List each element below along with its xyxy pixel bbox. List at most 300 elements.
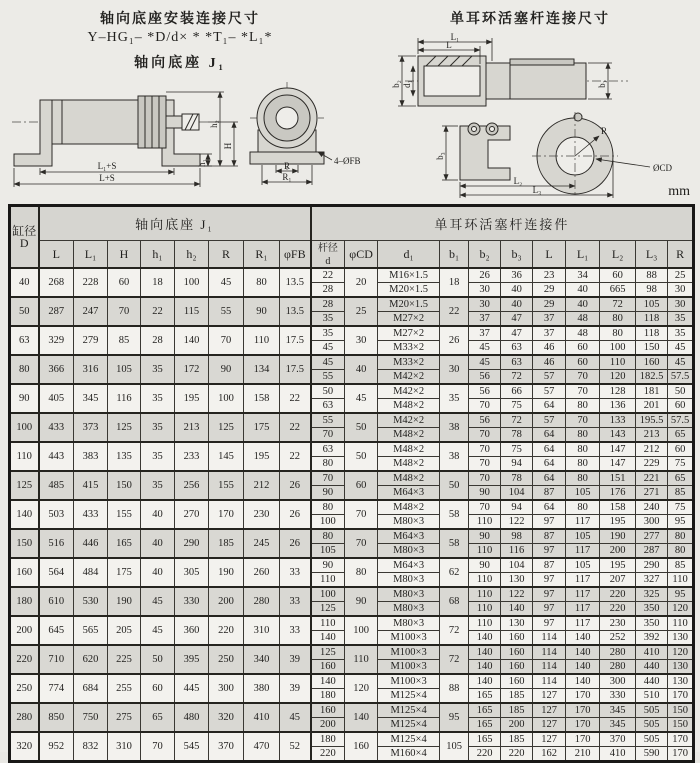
cell-base-R₁: 260	[244, 558, 280, 587]
dim-H: H	[223, 142, 233, 150]
cell-base-R: 70	[209, 326, 244, 355]
cell-eye-L: 64	[533, 500, 566, 515]
cell-bore-D: 250	[10, 674, 39, 703]
cell-base-H: 135	[108, 442, 141, 471]
cell-base-H: 205	[108, 616, 141, 645]
cell-eye-L₃: 440	[636, 660, 668, 675]
bore-row-250	[10, 674, 694, 689]
cell-base-H: 175	[108, 558, 141, 587]
cell-base-H: 255	[108, 674, 141, 703]
cell-rod-d: 70	[311, 428, 345, 443]
cell-eye-b₂: 70	[469, 471, 501, 486]
cell-d1: M125×4	[378, 718, 440, 733]
cell-eye-L: 46	[533, 355, 566, 370]
cell-d1: M64×3	[378, 486, 440, 501]
cell-base-L: 287	[39, 297, 74, 326]
cell-base-L₁: 684	[74, 674, 108, 703]
cell-base-L: 645	[39, 616, 74, 645]
cell-base-φFB: 22	[280, 384, 311, 413]
cell-cd: 160	[345, 732, 378, 762]
cell-eye-R: 95	[668, 587, 694, 602]
cell-eye-L₁: 80	[566, 399, 600, 414]
cell-b1: 26	[440, 326, 469, 355]
header-bore-cn: 缸径	[12, 224, 37, 238]
cell-base-L₁: 373	[74, 413, 108, 442]
cell-base-h₁: 28	[141, 326, 175, 355]
cell-base-h₁: 35	[141, 442, 175, 471]
cell-d1: M33×2	[378, 341, 440, 356]
cell-eye-b₂: 26	[469, 268, 501, 283]
cell-eye-L₃: 98	[636, 283, 668, 298]
cell-eye-b₂: 165	[469, 732, 501, 747]
cell-eye-L₂: 220	[600, 587, 636, 602]
cell-eye-b₃: 104	[501, 558, 533, 573]
cell-d1: M20×1.5	[378, 297, 440, 312]
cell-eye-L₃: 290	[636, 558, 668, 573]
cell-eye-b₃: 40	[501, 283, 533, 298]
cell-eye-L₃: 271	[636, 486, 668, 501]
cell-bore-D: 200	[10, 616, 39, 645]
cell-d1: M16×1.5	[378, 268, 440, 283]
header-L2-eye: L₂	[600, 241, 636, 269]
cell-base-h₂: 445	[175, 674, 209, 703]
cell-eye-b₃: 36	[501, 268, 533, 283]
cell-eye-R: 45	[668, 355, 694, 370]
cell-base-R₁: 134	[244, 355, 280, 384]
cell-cd: 40	[345, 355, 378, 384]
header-FB: φFB	[280, 241, 311, 269]
cell-rod-d: 50	[311, 384, 345, 399]
cell-base-R: 155	[209, 471, 244, 500]
cell-rod-d: 180	[311, 689, 345, 704]
cell-eye-L₃: 590	[636, 747, 668, 762]
cell-base-R₁: 340	[244, 645, 280, 674]
cell-base-R: 90	[209, 355, 244, 384]
cell-base-φFB: 33	[280, 616, 311, 645]
bore-row-90	[10, 384, 694, 399]
cell-eye-L: 114	[533, 674, 566, 689]
cell-base-h₁: 22	[141, 297, 175, 326]
dim-R1: R₁	[282, 172, 292, 182]
cell-eye-L₂: 665	[600, 283, 636, 298]
cell-eye-L: 97	[533, 616, 566, 631]
cell-eye-L₂: 280	[600, 660, 636, 675]
cell-eye-L₃: 287	[636, 544, 668, 559]
cell-base-R: 320	[209, 703, 244, 732]
cell-base-h₁: 35	[141, 413, 175, 442]
cell-base-h₁: 45	[141, 616, 175, 645]
cell-base-R: 45	[209, 268, 244, 297]
cell-eye-R: 170	[668, 732, 694, 747]
cell-eye-R: 80	[668, 529, 694, 544]
cell-bore-D: 110	[10, 442, 39, 471]
header-H: H	[108, 241, 141, 269]
cell-b1: 35	[440, 384, 469, 413]
dim-R: R	[283, 161, 291, 171]
cell-eye-R: 45	[668, 341, 694, 356]
cell-base-φFB: 33	[280, 558, 311, 587]
cell-base-R₁: 80	[244, 268, 280, 297]
cell-eye-L: 97	[533, 515, 566, 530]
cell-rod-d: 55	[311, 370, 345, 385]
cell-base-L: 850	[39, 703, 74, 732]
cell-eye-L₁: 140	[566, 645, 600, 660]
cell-eye-b₂: 110	[469, 573, 501, 588]
eye-ring-drawing-icon	[360, 28, 700, 200]
cell-base-h₂: 115	[175, 297, 209, 326]
cell-eye-L: 162	[533, 747, 566, 762]
cell-eye-L₁: 80	[566, 428, 600, 443]
cell-eye-L₃: 240	[636, 500, 668, 515]
cell-eye-L₂: 151	[600, 471, 636, 486]
cell-eye-b₃: 185	[501, 703, 533, 718]
cell-base-L₁: 247	[74, 297, 108, 326]
cell-eye-L: 127	[533, 703, 566, 718]
header-d1: d₁	[378, 241, 440, 269]
cell-eye-b₃: 75	[501, 442, 533, 457]
cell-eye-L₃: 350	[636, 602, 668, 617]
cell-eye-b₂: 37	[469, 312, 501, 327]
cell-eye-R: 65	[668, 471, 694, 486]
cell-base-L: 564	[39, 558, 74, 587]
cell-eye-R: 75	[668, 457, 694, 472]
cell-b1: 58	[440, 529, 469, 558]
cell-base-h₂: 172	[175, 355, 209, 384]
cell-eye-L: 87	[533, 486, 566, 501]
cell-base-H: 60	[108, 268, 141, 297]
cell-base-φFB: 39	[280, 674, 311, 703]
cell-rod-d: 100	[311, 515, 345, 530]
dim-ls: L+S	[99, 173, 115, 183]
cell-base-h₂: 395	[175, 645, 209, 674]
bore-row-200	[10, 616, 694, 631]
bore-row-160	[10, 558, 694, 573]
cell-base-H: 155	[108, 500, 141, 529]
cell-base-L₁: 750	[74, 703, 108, 732]
cell-d1: M100×3	[378, 660, 440, 675]
cell-eye-R: 150	[668, 718, 694, 733]
cell-eye-L₂: 110	[600, 355, 636, 370]
cell-eye-b₂: 110	[469, 587, 501, 602]
cell-eye-L₂: 195	[600, 558, 636, 573]
cell-rod-d: 90	[311, 486, 345, 501]
cell-eye-L: 114	[533, 645, 566, 660]
cell-base-h₁: 40	[141, 500, 175, 529]
cell-eye-L₃: 118	[636, 312, 668, 327]
cell-b1: 50	[440, 471, 469, 500]
cell-base-φFB: 22	[280, 442, 311, 471]
cell-eye-R: 130	[668, 674, 694, 689]
cell-eye-L₂: 143	[600, 428, 636, 443]
cell-rod-d: 22	[311, 268, 345, 283]
cell-eye-b₃: 75	[501, 399, 533, 414]
cell-b1: 22	[440, 297, 469, 326]
header-rod-sym: d	[325, 256, 331, 267]
cell-eye-L: 29	[533, 297, 566, 312]
cell-base-L: 610	[39, 587, 74, 616]
cell-d1: M27×2	[378, 312, 440, 327]
bore-row-40	[10, 268, 694, 283]
cell-eye-R: 57.5	[668, 370, 694, 385]
cell-base-h₁: 35	[141, 384, 175, 413]
dim-b2: b₂	[391, 80, 401, 88]
cell-eye-L₁: 60	[566, 341, 600, 356]
cell-eye-b₃: 122	[501, 515, 533, 530]
header-L3-eye: L₃	[636, 241, 668, 269]
cell-base-h₂: 213	[175, 413, 209, 442]
cell-cd: 30	[345, 326, 378, 355]
cell-eye-L₂: 120	[600, 370, 636, 385]
cell-base-H: 165	[108, 529, 141, 558]
cell-eye-L₁: 48	[566, 312, 600, 327]
cell-d1: M48×2	[378, 442, 440, 457]
cell-eye-L₃: 505	[636, 703, 668, 718]
cell-b1: 58	[440, 500, 469, 529]
cell-base-H: 150	[108, 471, 141, 500]
cell-eye-L₃: 105	[636, 297, 668, 312]
cell-eye-b₃: 104	[501, 486, 533, 501]
cell-base-h₁: 40	[141, 558, 175, 587]
cell-base-φFB: 26	[280, 471, 311, 500]
bore-row-140	[10, 500, 694, 515]
header-bore-sym: D	[19, 236, 29, 250]
cell-eye-b₂: 56	[469, 370, 501, 385]
cell-base-h₁: 70	[141, 732, 175, 762]
cell-eye-L₁: 105	[566, 558, 600, 573]
cell-bore-D: 63	[10, 326, 39, 355]
cell-eye-L: 64	[533, 471, 566, 486]
cell-eye-L₂: 195	[600, 515, 636, 530]
cell-eye-b₃: 47	[501, 326, 533, 341]
cell-eye-R: 30	[668, 283, 694, 298]
axial-base-figure-block	[0, 0, 360, 200]
cell-rod-d: 63	[311, 399, 345, 414]
cell-base-h₂: 305	[175, 558, 209, 587]
cell-base-L: 503	[39, 500, 74, 529]
cell-d1: M48×2	[378, 471, 440, 486]
cell-eye-L₃: 229	[636, 457, 668, 472]
header-b2: b₂	[469, 241, 501, 269]
cell-cd: 100	[345, 616, 378, 645]
cell-eye-R: 35	[668, 312, 694, 327]
cell-eye-b₃: 160	[501, 674, 533, 689]
cell-eye-L₃: 201	[636, 399, 668, 414]
cell-eye-L₂: 230	[600, 616, 636, 631]
cell-eye-L: 97	[533, 544, 566, 559]
cell-rod-d: 200	[311, 718, 345, 733]
cell-eye-R: 170	[668, 747, 694, 762]
cell-eye-b₃: 63	[501, 355, 533, 370]
dim-R-eye: R	[601, 126, 608, 136]
cell-eye-L₂: 252	[600, 631, 636, 646]
cell-base-φFB: 52	[280, 732, 311, 762]
cell-eye-L: 57	[533, 370, 566, 385]
cell-eye-L₃: 160	[636, 355, 668, 370]
cell-base-φFB: 17.5	[280, 355, 311, 384]
cell-cd: 80	[345, 558, 378, 587]
cell-eye-L₁: 105	[566, 529, 600, 544]
cell-eye-b₂: 110	[469, 616, 501, 631]
cell-eye-R: 57.5	[668, 413, 694, 428]
bore-row-150	[10, 529, 694, 544]
bore-row-50	[10, 297, 694, 312]
cell-bore-D: 150	[10, 529, 39, 558]
cell-base-h₁: 40	[141, 529, 175, 558]
cell-base-R: 170	[209, 500, 244, 529]
cell-base-L: 433	[39, 413, 74, 442]
cell-rod-d: 125	[311, 602, 345, 617]
cell-eye-L₃: 440	[636, 674, 668, 689]
cell-cd: 50	[345, 413, 378, 442]
cell-eye-L₂: 158	[600, 500, 636, 515]
cell-eye-b₃: 130	[501, 573, 533, 588]
cell-rod-d: 80	[311, 500, 345, 515]
cell-base-L₁: 433	[74, 500, 108, 529]
header-bore	[10, 206, 39, 269]
cell-eye-L₁: 117	[566, 587, 600, 602]
eye-figure-title: 单耳环活塞杆连接尺寸	[450, 12, 610, 27]
cell-eye-b₃: 160	[501, 660, 533, 675]
cell-rod-d: 160	[311, 660, 345, 675]
cell-base-φFB: 33	[280, 587, 311, 616]
cell-eye-R: 170	[668, 689, 694, 704]
cell-eye-b₂: 70	[469, 500, 501, 515]
cell-eye-R: 60	[668, 399, 694, 414]
cell-base-R₁: 245	[244, 529, 280, 558]
cell-base-L₁: 484	[74, 558, 108, 587]
dim-fb: 4–ØFB	[334, 156, 361, 166]
cell-eye-L₃: 277	[636, 529, 668, 544]
cell-b1: 105	[440, 732, 469, 762]
header-rod-cn: 杆径	[317, 243, 338, 254]
cell-eye-L₂: 136	[600, 399, 636, 414]
cell-eye-L₁: 80	[566, 442, 600, 457]
cell-cd: 90	[345, 587, 378, 616]
cell-eye-L: 127	[533, 718, 566, 733]
cell-base-L: 485	[39, 471, 74, 500]
header-L: L	[39, 241, 74, 269]
cell-base-L: 710	[39, 645, 74, 674]
cell-eye-b₂: 30	[469, 283, 501, 298]
cell-base-h₁: 50	[141, 645, 175, 674]
cell-eye-L₂: 330	[600, 689, 636, 704]
cell-eye-b₂: 70	[469, 399, 501, 414]
cell-bore-D: 50	[10, 297, 39, 326]
cell-eye-L₃: 213	[636, 428, 668, 443]
cell-base-h₁: 35	[141, 471, 175, 500]
cell-d1: M64×3	[378, 529, 440, 544]
cell-eye-b₃: 140	[501, 602, 533, 617]
cell-eye-L₁: 40	[566, 297, 600, 312]
cell-eye-L₃: 182.5	[636, 370, 668, 385]
cell-rod-d: 160	[311, 703, 345, 718]
header-h2: h₂	[175, 241, 209, 269]
cell-eye-L₂: 207	[600, 573, 636, 588]
cell-b1: 72	[440, 645, 469, 674]
cell-bore-D: 180	[10, 587, 39, 616]
cell-eye-b₂: 37	[469, 326, 501, 341]
cell-eye-b₂: 110	[469, 515, 501, 530]
dim-b3: b₃	[435, 152, 445, 160]
cell-d1: M27×2	[378, 326, 440, 341]
cell-d1: M80×3	[378, 616, 440, 631]
cell-base-h₁: 65	[141, 703, 175, 732]
bore-row-280	[10, 703, 694, 718]
cell-eye-L₃: 212	[636, 442, 668, 457]
cell-b1: 88	[440, 674, 469, 703]
cell-base-H: 85	[108, 326, 141, 355]
cell-eye-b₂: 90	[469, 558, 501, 573]
dim-d1: d₁	[402, 80, 412, 88]
cell-eye-L₂: 147	[600, 442, 636, 457]
cell-d1: M42×2	[378, 384, 440, 399]
header-CD: φCD	[345, 241, 378, 269]
cell-eye-L₃: 505	[636, 732, 668, 747]
cell-base-L₁: 279	[74, 326, 108, 355]
cell-base-φFB: 26	[280, 500, 311, 529]
cell-base-R₁: 195	[244, 442, 280, 471]
cell-cd: 120	[345, 674, 378, 703]
dim-h2: h₂	[209, 120, 219, 128]
cell-base-L₁: 228	[74, 268, 108, 297]
cell-base-φFB: 17.5	[280, 326, 311, 355]
cell-eye-b₃: 220	[501, 747, 533, 762]
cell-eye-b₃: 185	[501, 689, 533, 704]
cell-eye-L₂: 147	[600, 457, 636, 472]
cell-base-h₂: 480	[175, 703, 209, 732]
cell-eye-L₁: 140	[566, 631, 600, 646]
cell-eye-R: 130	[668, 631, 694, 646]
cell-rod-d: 220	[311, 747, 345, 762]
cell-eye-L₁: 170	[566, 703, 600, 718]
cell-rod-d: 125	[311, 645, 345, 660]
cell-d1: M100×3	[378, 631, 440, 646]
cell-base-L: 443	[39, 442, 74, 471]
cell-eye-L₂: 80	[600, 312, 636, 327]
cell-base-R: 145	[209, 442, 244, 471]
cell-eye-L: 97	[533, 573, 566, 588]
cell-eye-L₁: 70	[566, 413, 600, 428]
cell-eye-L₃: 300	[636, 515, 668, 530]
cell-d1: M48×2	[378, 457, 440, 472]
cell-rod-d: 80	[311, 457, 345, 472]
cell-rod-d: 55	[311, 413, 345, 428]
cell-base-R: 300	[209, 674, 244, 703]
cell-eye-b₂: 140	[469, 674, 501, 689]
cell-eye-R: 120	[668, 645, 694, 660]
bore-row-180	[10, 587, 694, 602]
axial-figure-title: 轴向底座安装连接尺寸	[100, 12, 260, 27]
cell-eye-L₃: 118	[636, 326, 668, 341]
cell-eye-L₃: 510	[636, 689, 668, 704]
dim-l1s: L₁+S	[97, 161, 117, 171]
cell-eye-b₃: 98	[501, 529, 533, 544]
cell-base-H: 70	[108, 297, 141, 326]
cell-eye-b₃: 72	[501, 370, 533, 385]
cell-eye-L₁: 80	[566, 500, 600, 515]
dim-L3: L₃	[532, 185, 542, 195]
header-R: R	[209, 241, 244, 269]
cell-bore-D: 80	[10, 355, 39, 384]
cell-base-φFB: 45	[280, 703, 311, 732]
cell-eye-R: 130	[668, 660, 694, 675]
cell-base-h₂: 140	[175, 326, 209, 355]
header-b1: b₁	[440, 241, 469, 269]
cell-eye-L: 57	[533, 384, 566, 399]
cell-eye-L₃: 221	[636, 471, 668, 486]
cell-base-h₂: 100	[175, 268, 209, 297]
cell-eye-b₂: 140	[469, 631, 501, 646]
